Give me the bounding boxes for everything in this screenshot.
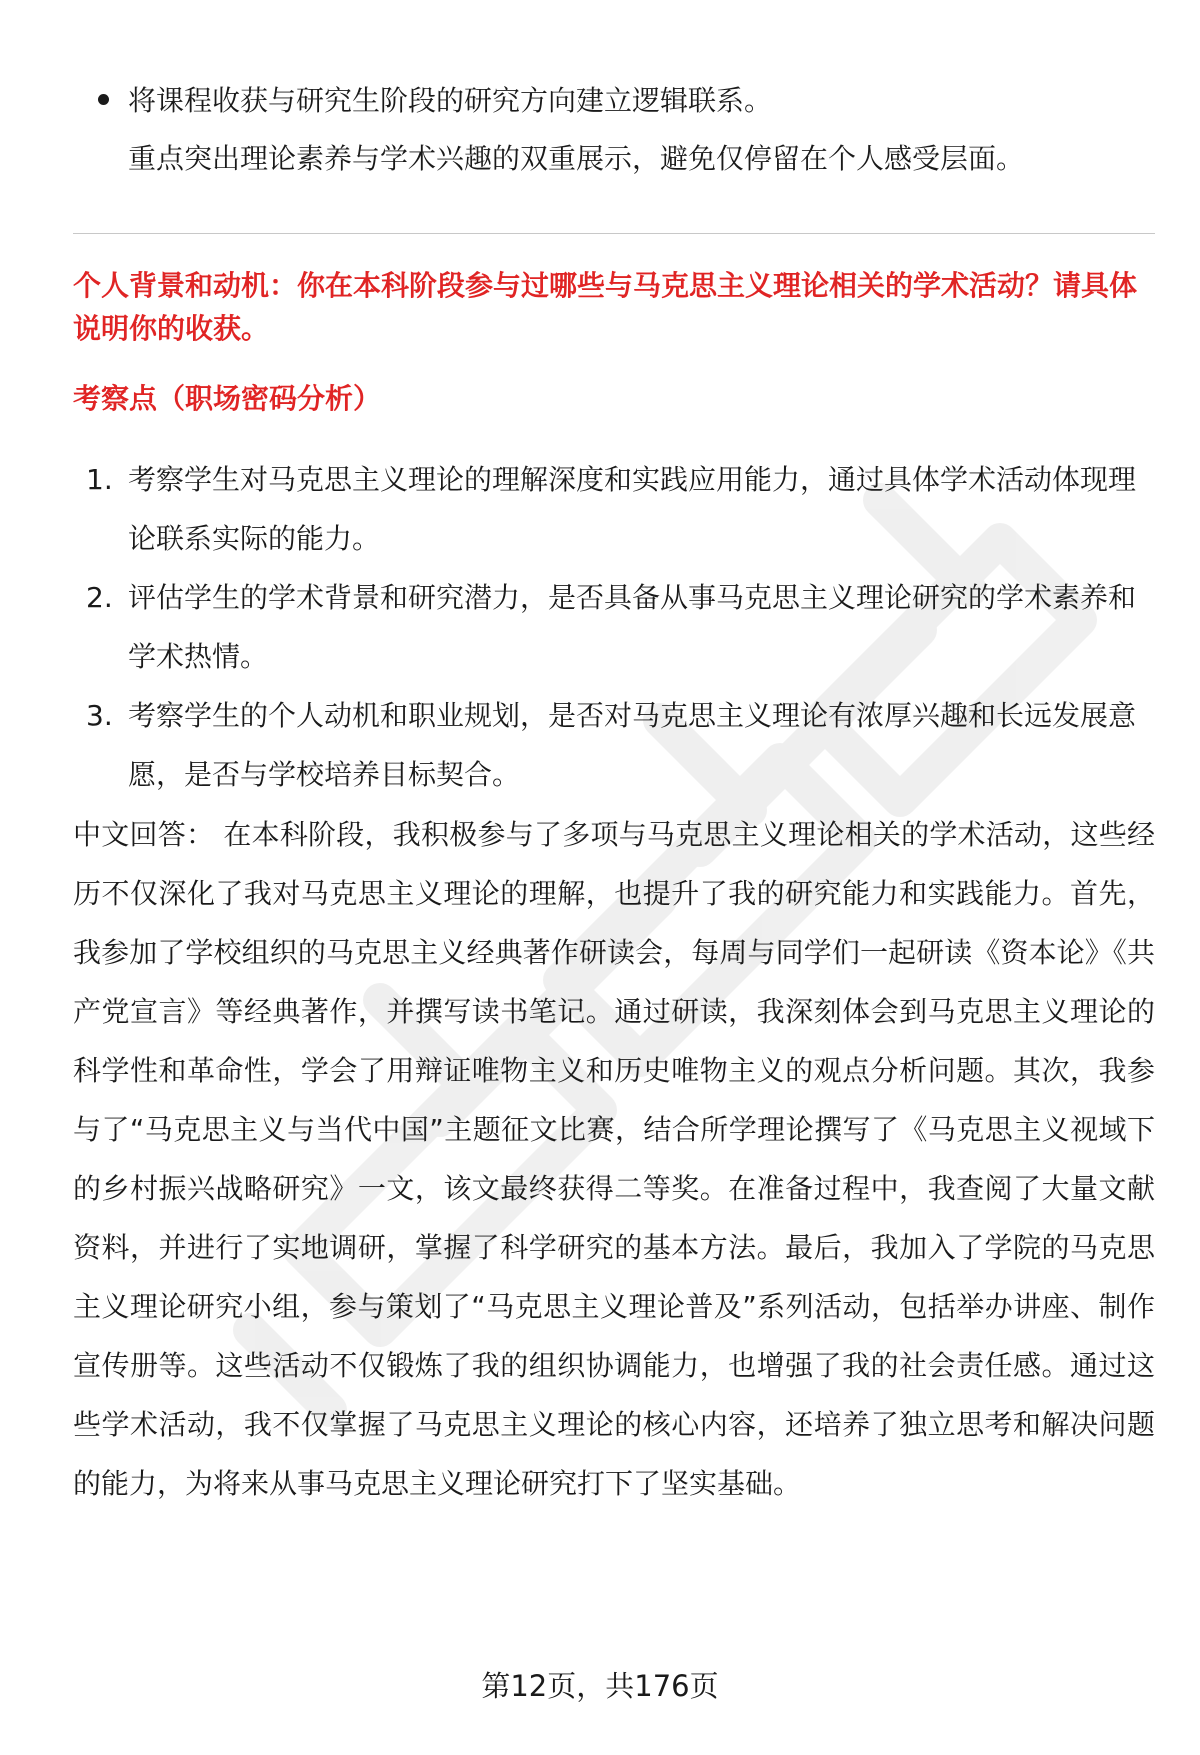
- list-item-text: 评估学生的学术背景和研究潜力，是否具备从事马克思主义理论研究的学术素养和学术热情。: [128, 581, 1137, 673]
- list-item: [73, 450, 1155, 568]
- list-item-text: 考察学生的个人动机和职业规划，是否对马克思主义理论有浓厚兴趣和长远发展意愿，是否与学校培养目标契合。: [128, 699, 1137, 791]
- section-divider: [73, 233, 1155, 234]
- list-item-text: 考察学生对马克思主义理论的理解深度和实践应用能力，通过具体学术活动体现理论联系实际的能力。: [128, 463, 1137, 555]
- bullet-item: [98, 72, 1138, 188]
- page-number: 第12页，共176页: [481, 1669, 719, 1703]
- list-item-number: 3.: [86, 699, 113, 732]
- bullet-line-1: 将课程收获与研究生阶段的研究方向建立逻辑联系。: [128, 84, 773, 117]
- bullet-line-2: 重点突出理论素养与学术兴趣的双重展示，避免仅停留在个人感受层面。: [128, 142, 1025, 175]
- assessment-points-list: [73, 450, 1155, 804]
- list-item-number: 1.: [86, 463, 113, 496]
- bullet-dot-icon: [98, 94, 109, 105]
- answer-paragraph: 中文回答： 在本科阶段，我积极参与了多项与马克思主义理论相关的学术活动，这些经历不仅深化了我对马克思主义理论的理解，也提升了我的研究能力和实践能力。首先，我参加了学校组织的马克思主义经典著作研读会，每周与同学们一起研读《资本论》《共产党宣言》等经典著作，并撰写读书笔记。通过研读，我深刻体会到马克思主义理论的科学性和革命性，学会了用辩证唯物主义和历史唯物主义的观点分析问题。其次，我参与了“马克思主义与当代中国”主题征文比赛，结合所学理论撰写了《马克思主义视域下的乡村振兴战略研究》一文，该文最终获得二等奖。在准备过程中，我查阅了大量文献资料，并进行了实地调研，掌握了科学研究的基本方法。最后，我加入了学院的马克思主义理论研究小组，参与策划了“马克思主义理论普及”系列活动，包括举办讲座、制作宣传册等。这些活动不仅锻炼了我的组织协调能力，也增强了我的社会责任感。通过这些学术活动，我不仅掌握了马克思主义理论的核心内容，还培养了独立思考和解决问题的能力，为将来从事马克思主义理论研究打下了坚实基础。: [73, 818, 1155, 1500]
- list-item-number: 2.: [86, 581, 113, 614]
- list-item: [73, 568, 1155, 686]
- list-item: [73, 686, 1155, 804]
- question-heading: 个人背景和动机：你在本科阶段参与过哪些与马克思主义理论相关的学术活动？请具体说明你的收获。: [73, 269, 1138, 345]
- assessment-points-title: 考察点（职场密码分析）: [73, 382, 382, 415]
